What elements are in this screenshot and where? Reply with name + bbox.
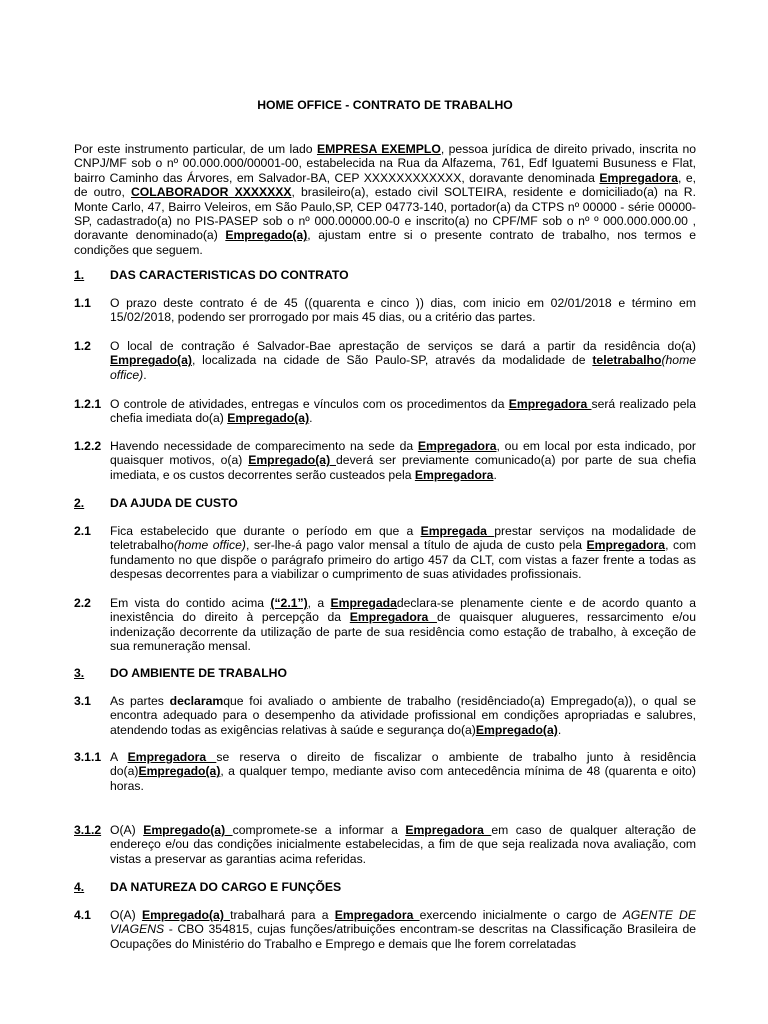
intro-text: , e, de outro, <box>74 170 696 200</box>
clause-text: O prazo deste contrato é de 45 ((quarenta e cinco )) dias, com inicio em 02/01/2018 e término em 15/02/2018, podendo ser prorrogado por mais 45 dias, ou a critério das partes. <box>110 296 696 325</box>
text-run: que foi avaliado o ambiente de trabalho (residênciado(a) Empregado(a)), o qual se encontra adequado para o desempenho da atividade profissional em condições apropriadas e salubres, atendendo todas as exigências relativas à saúde e segurança do(a) <box>110 694 696 737</box>
text-run: compromete-se a informar a <box>232 823 406 837</box>
intro-text: , pessoa jurídica de direito privado, inscrita no CNPJ/MF sob o nº 00.000.000/00001-00, estabelecida na Rua da Alfazema, 761, Edf Iguatemi Busuness e Flat, bairro Caminho das Árvores, em Salvador-BA, CEP XXXXXXXXXXXX, doravante denominada <box>74 142 696 185</box>
clause-number: 3.1 <box>74 694 91 708</box>
clause-2-2 <box>74 596 696 654</box>
employer-term: Empregadora <box>417 439 497 453</box>
employer-term: Empregadora <box>414 467 494 482</box>
text-run: , com fundamento no que dispõe o parágrafo primeiro do artigo 457 da CLT, com vistas a fazer frente a todas as despesas decorrentes para a viabilizar o cumprimento de suas atividades profissionais. <box>110 538 697 582</box>
text-run: se reserva o direito de fiscalizar o ambiente de trabalho junto à residência do(a) <box>110 750 697 779</box>
clause-text <box>110 823 696 866</box>
text-run: exercendo inicialmente o cargo de <box>419 908 623 922</box>
clause-1-2 <box>74 339 696 382</box>
employee-term: Empregado(a) <box>227 411 310 426</box>
text-run: O(A) <box>110 823 144 837</box>
clause-number: 1.1 <box>74 296 91 310</box>
clause-text <box>110 908 696 951</box>
employer-term: Empregadora <box>127 750 217 764</box>
text-run: em caso de qualquer alteração de endereço e/ou das condições inicialmente estabelecidas, a fim de que seja realizada nova avaliação, com vistas a preservar as garantias acima referidas. <box>110 823 697 866</box>
text-run: O(A) <box>110 908 142 922</box>
text-run: , a qualquer tempo, mediante aviso com antecedência mínima de 48 (quarenta e oito) horas. <box>110 764 696 793</box>
employee-term: Empregado(a) <box>225 228 308 243</box>
intro-text: Por este instrumento particular, de um lado <box>74 142 317 156</box>
text-run: Havendo necessidade de comparecimento na sede da <box>110 439 418 453</box>
clause-reference: (“2.1”) <box>270 596 308 610</box>
clause-number: 1.2.1 <box>74 397 102 411</box>
intro-text: , ajustam entre si o presente contrato de trabalho, nos termos e condições que seguem. <box>74 228 696 257</box>
clause-text <box>110 524 696 582</box>
clause-1-1 <box>74 296 696 325</box>
clause-1-2-2 <box>74 439 696 482</box>
text-run: , localizada na cidade de São Paulo-SP, através da modalidade de <box>191 353 593 368</box>
document-title: HOME OFFICE - CONTRATO DE TRABALHO <box>257 98 513 112</box>
section-title: DA AJUDA DE CUSTO <box>110 496 238 510</box>
clause-number: 3.1.2 <box>74 823 102 837</box>
employer-term: Empregadora <box>334 908 420 922</box>
section-heading-4 <box>74 880 341 894</box>
clause-text <box>110 439 696 482</box>
clause-4-1 <box>74 908 696 951</box>
section-title: DO AMBIENTE DE TRABALHO <box>110 666 287 680</box>
clause-number: 3.1.1 <box>74 750 102 764</box>
text-run: . <box>493 467 497 482</box>
text-run: . <box>309 411 313 426</box>
employee-term: Empregado(a) <box>143 823 233 837</box>
text-run: . <box>143 367 147 382</box>
section-heading-1 <box>74 268 349 282</box>
clause-text <box>110 339 696 382</box>
section-number: 4. <box>74 880 85 894</box>
text-run: Fica estabelecido que durante o período em que a <box>110 524 421 538</box>
clause-text <box>110 750 696 793</box>
section-number: 3. <box>74 666 85 680</box>
clause-3-1-2 <box>74 823 696 866</box>
intro-paragraph <box>74 142 696 257</box>
employer-term: Empregadora <box>508 397 592 411</box>
employer-term: Empregadora <box>586 538 666 553</box>
employee-term: Empregado(a) <box>248 453 337 468</box>
home-office-term: (home office) <box>173 538 246 553</box>
text-run: de quaisquer alugueres, ressarcimento e/ou indenização decorrente da utilização de parte de sua residência como estação de trabalho, à exceção de sua remuneração mensal. <box>110 610 696 654</box>
clause-text <box>110 694 696 737</box>
section-title: DA NATUREZA DO CARGO E FUNÇÕES <box>110 880 342 894</box>
clause-2-1 <box>74 524 696 582</box>
employer-term: Empregadora <box>405 823 492 837</box>
section-heading-2 <box>74 496 238 510</box>
intro-text: , brasileiro(a), estado civil SOLTEIRA, residente e domiciliado(a) na R. Monte Carlo, 47, Bairro Veleiros, em São Paulo,SP, CEP 04773-140, portador(a) da CTPS nº 00000 - série 00000-SP, cadastrado(a) no PIS-PASEP sob o nº 000.00000.00-0 e inscrito(a) no CPF/MF sob o nº º 000.000.000.00 , doravante denominado(a) <box>74 185 696 243</box>
employer-term: Empregadora <box>349 610 438 625</box>
clause-3-1 <box>74 694 696 737</box>
clause-number: 4.1 <box>74 908 91 922</box>
section-number: 2. <box>74 496 85 510</box>
employee-term: Empregado(a) <box>138 764 221 779</box>
clause-number: 2.2 <box>74 596 91 610</box>
employee-term: Empregado(a) <box>475 722 558 737</box>
clause-text <box>110 397 696 426</box>
employee-term: Empregado(a) <box>110 353 192 368</box>
clause-number: 2.1 <box>74 524 91 538</box>
text-run: trabalhará para a <box>230 908 335 922</box>
text-run: será realizado pela chefia imediata do(a) <box>110 397 696 426</box>
clause-text <box>110 596 696 654</box>
section-heading-3 <box>74 666 287 680</box>
text-run: , ser-lhe-á pago valor mensal a título de ajuda de custo pela <box>245 538 587 553</box>
employee-term: Empregado(a) <box>141 908 231 922</box>
text-run: O local de contração é Salvador-Bae aprestação de serviços se dará a partir da residência do(a) <box>110 339 696 353</box>
clause-3-1-1 <box>74 750 696 793</box>
telework-term: teletrabalho <box>592 353 662 368</box>
declare-term: declaram <box>169 694 224 708</box>
text-run: - CBO 354815, cujas funções/atribuições encontram-se descritas na Classificação Brasileira de Ocupações do Ministério do Trabalho e Emprego e demais que lhe forem correlatadas <box>110 922 696 951</box>
employee-term: Empregada <box>420 524 495 538</box>
section-title: DAS CARACTERISTICAS DO CONTRATO <box>110 268 349 282</box>
text-run: As partes <box>110 694 170 708</box>
text-run: , a <box>307 596 331 610</box>
text-run: deverá ser previamente comunicado(a) por parte de sua chefia imediata, e os custos decorrentes serão custeados pela <box>110 453 696 482</box>
clause-number: 1.2 <box>74 339 91 353</box>
text-run: declara-se plenamente ciente e de acordo quanto a inexistência do direito à percepção da <box>110 596 696 625</box>
clause-1-2-1 <box>74 397 696 426</box>
text-run: prestar serviços na modalidade de teletrabalho <box>110 524 696 553</box>
employer-term: Empregadora <box>599 170 678 185</box>
section-number: 1. <box>74 268 85 282</box>
employee-name: COLABORADOR XXXXXXX <box>130 185 292 200</box>
text-run: A <box>110 750 128 764</box>
job-title: AGENTE DE VIAGENS <box>110 908 696 937</box>
text-run: , ou em local por esta indicado, por quaisquer motivos, o(a) <box>110 439 696 468</box>
company-name: EMPRESA EXEMPLO <box>316 142 441 156</box>
clause-number: 1.2.2 <box>74 439 102 453</box>
text-run: . <box>557 722 562 737</box>
employee-term: Empregada <box>330 596 397 610</box>
home-office-term: (home office) <box>110 353 696 382</box>
text-run: O controle de atividades, entregas e vínculos com os procedimentos da <box>110 397 509 411</box>
text-run: Em vista do contido acima <box>110 596 271 610</box>
